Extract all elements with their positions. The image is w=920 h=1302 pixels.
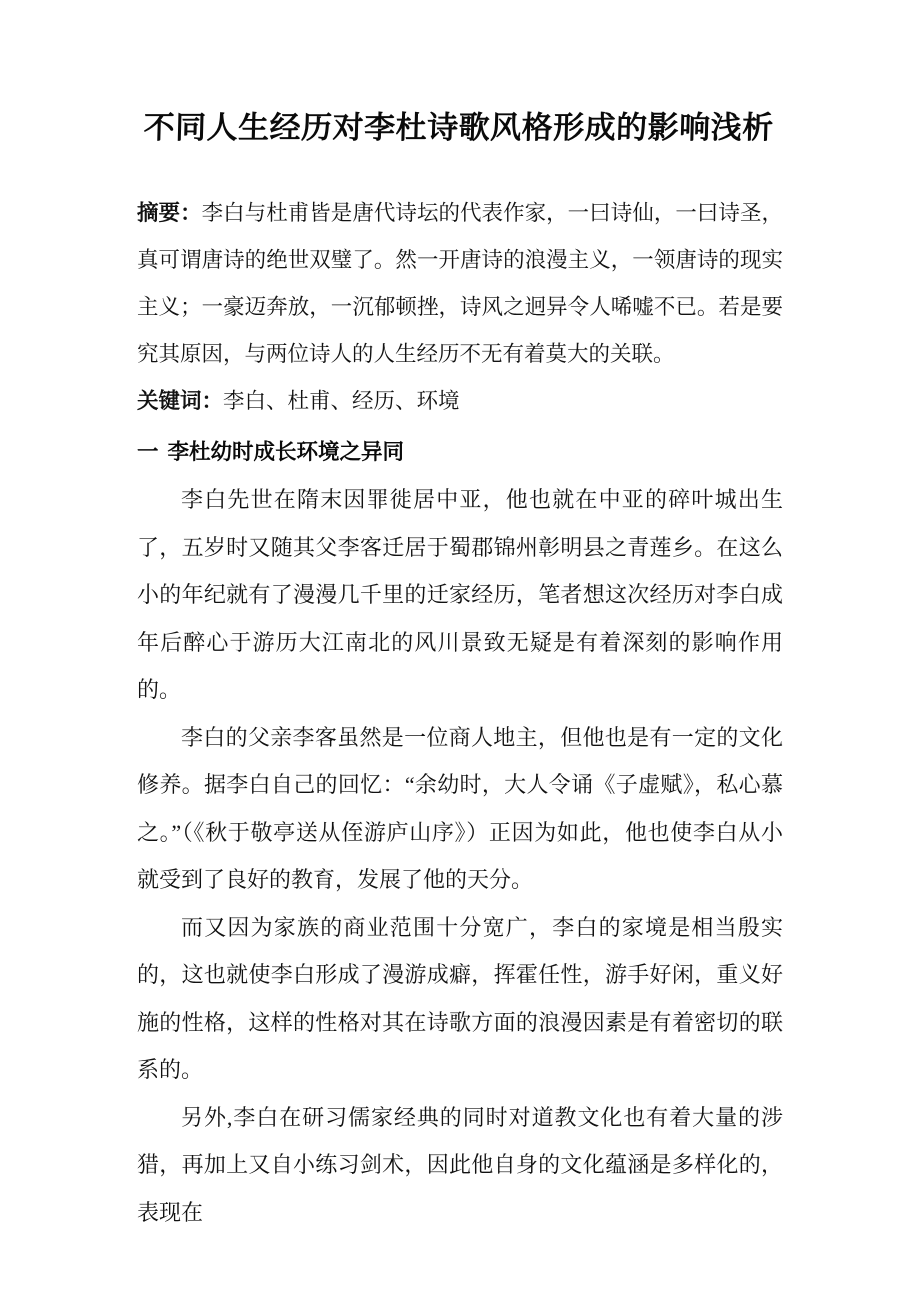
page-title [135, 0, 785, 153]
page-title-line-1: 不同人生经历对李杜诗歌风格形成的影响 [143, 110, 712, 145]
keywords-label: 关键词： [137, 389, 224, 413]
abstract-paragraph [137, 190, 783, 378]
keywords-text: 李白、杜甫、经历、环境 [223, 389, 460, 413]
section-title-1: 李杜幼时成长环境之异同 [167, 440, 405, 464]
abstract-text: 李白与杜甫皆是唐代诗坛的代表作家，一曰诗仙，一曰诗圣，真可谓唐诗的绝世双璧了。然一开唐诗的浪漫主义，一领唐诗的现实主义；一豪迈奔放，一沉郁顿挫，诗风之迥异令人唏嘘不已。若是要究其原因，与两位诗人的人生经历不无有着莫大的关联。 [137, 201, 783, 366]
section-heading-1 [137, 429, 783, 476]
page-title-line-2: 浅析 [710, 110, 775, 145]
abstract-label: 摘要： [137, 201, 202, 225]
page-content [137, 0, 783, 1236]
body-paragraph: 另外,李白在研习儒家经典的同时对道教文化也有着大量的涉猎，再加上又自小练习剑术，因此他自身的文化蕴涵是多样化的，表现在 [137, 1104, 783, 1225]
section-body-1 [137, 476, 783, 1236]
keywords-paragraph [137, 378, 783, 425]
section-number-1: 一 [137, 440, 159, 464]
abstract-section [137, 190, 783, 425]
body-paragraph: 李白先世在隋末因罪徙居中亚，他也就在中亚的碎叶城出生了，五岁时又随其父李客迁居于蜀郡锦州彰明县之青莲乡。在这么小的年纪就有了漫漫几千里的迁家经历，笔者想这次经历对李白成年后醉心于游历大江南北的风川景致无疑是有着深刻的影响作用的。 [137, 487, 783, 702]
body-paragraph: 李白的父亲李客虽然是一位商人地主，但他也是有一定的文化修养。据李白自己的回忆：“余幼时，大人令诵《子虚赋》，私心慕之。”（《秋于敬亭送从侄游庐山序》）正因为如此，他也使李白从小就受到了良好的教育，发展了他的天分。 [137, 724, 783, 892]
body-paragraph: 而又因为家族的商业范围十分宽广，李白的家境是相当殷实的，这也就使李白形成了漫游成癖，挥霍任性，游手好闲，重义好施的性格，这样的性格对其在诗歌方面的浪漫因素是有着密切的联系的。 [137, 914, 783, 1082]
